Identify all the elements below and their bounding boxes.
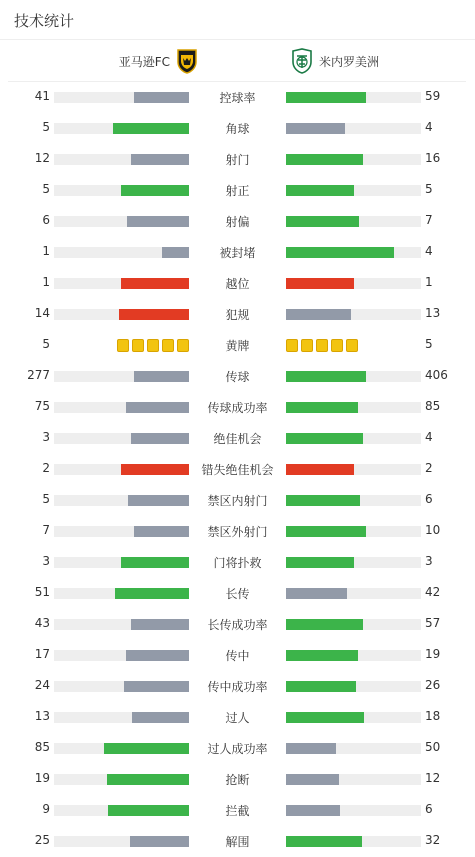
stat-row xyxy=(0,702,475,733)
home-stat-value: 17 xyxy=(34,647,50,661)
away-stat-bar xyxy=(286,402,358,413)
stat-row xyxy=(0,268,475,299)
home-stat-bar-track xyxy=(54,619,189,630)
home-stat-bar xyxy=(162,247,189,258)
stat-row xyxy=(0,237,475,268)
home-yellow-cards xyxy=(117,339,189,352)
home-stat-value: 13 xyxy=(34,709,50,723)
home-stat-bar xyxy=(134,526,189,537)
teams-bar xyxy=(8,40,466,82)
home-stat-bar xyxy=(121,557,189,568)
away-stat-bar-track xyxy=(286,774,421,785)
away-stat-bar xyxy=(286,805,340,816)
home-stat-bar xyxy=(119,309,189,320)
home-stat-bar xyxy=(131,619,189,630)
away-team[interactable] xyxy=(291,48,466,74)
away-stat-bar xyxy=(286,123,345,134)
away-stat-value: 19 xyxy=(425,647,441,661)
away-stat-bar-track xyxy=(286,557,421,568)
away-stat-bar xyxy=(286,526,366,537)
stat-row xyxy=(0,640,475,671)
stat-row xyxy=(0,733,475,764)
home-stat-value: 85 xyxy=(34,740,50,754)
away-stat-bar-track xyxy=(286,650,421,661)
away-stat-bar-track xyxy=(286,123,421,134)
home-stat-bar xyxy=(121,278,189,289)
stat-label: 解围 xyxy=(225,835,250,849)
home-stat-value: 5 xyxy=(42,182,50,196)
away-stat-value: 4 xyxy=(425,120,433,134)
away-stat-bar-track xyxy=(286,278,421,289)
away-stat-bar xyxy=(286,774,339,785)
stat-row xyxy=(0,609,475,640)
away-stat-bar xyxy=(286,712,364,723)
home-stat-value: 2 xyxy=(42,461,50,475)
home-stat-value: 24 xyxy=(34,678,50,692)
away-stat-bar xyxy=(286,464,354,475)
stat-row xyxy=(0,516,475,547)
home-stat-value: 1 xyxy=(42,244,50,258)
home-stat-value: 277 xyxy=(27,368,50,382)
away-stat-bar-track xyxy=(286,619,421,630)
away-stat-value: 12 xyxy=(425,771,441,785)
home-stat-value: 19 xyxy=(34,771,50,785)
stat-label: 门将扑救 xyxy=(213,556,262,570)
yellow-card-icon xyxy=(286,339,298,352)
stat-label: 绝佳机会 xyxy=(213,432,262,446)
stat-row xyxy=(0,764,475,795)
away-stat-bar xyxy=(286,278,354,289)
home-team-name: 亚马逊FC xyxy=(118,54,170,69)
home-stat-value: 43 xyxy=(34,616,50,630)
stat-row xyxy=(0,795,475,826)
stat-label: 拦截 xyxy=(225,804,250,818)
home-stat-bar-track xyxy=(54,650,189,661)
away-stat-bar-track xyxy=(286,464,421,475)
stats-header xyxy=(0,0,475,40)
home-stat-bar xyxy=(131,154,189,165)
home-team-logo-icon xyxy=(176,48,198,74)
stat-row xyxy=(0,82,475,113)
home-stat-value: 12 xyxy=(34,151,50,165)
away-stat-bar xyxy=(286,247,394,258)
home-stat-bar-track xyxy=(54,836,189,847)
away-team-name: 米内罗美洲 xyxy=(319,54,380,69)
away-stat-bar-track xyxy=(286,371,421,382)
home-stat-bar-track xyxy=(54,464,189,475)
away-stat-bar xyxy=(286,743,336,754)
home-stat-bar-track xyxy=(54,185,189,196)
home-stat-bar xyxy=(134,92,189,103)
away-stat-bar xyxy=(286,681,356,692)
stat-row xyxy=(0,485,475,516)
home-stat-value: 41 xyxy=(34,89,50,103)
away-stat-bar xyxy=(286,557,354,568)
stat-row xyxy=(0,144,475,175)
away-stat-bar xyxy=(286,650,358,661)
home-stat-bar xyxy=(126,650,189,661)
home-stat-value: 9 xyxy=(42,802,50,816)
away-stat-bar xyxy=(286,92,366,103)
home-stat-bar xyxy=(126,402,189,413)
home-stat-bar xyxy=(127,216,189,227)
away-stat-value: 1 xyxy=(425,275,433,289)
home-stat-bar xyxy=(128,495,189,506)
away-stat-value: 42 xyxy=(425,585,441,599)
stat-row xyxy=(0,826,475,857)
stat-label: 被封堵 xyxy=(219,246,256,260)
away-stat-bar-track xyxy=(286,588,421,599)
home-stat-value: 75 xyxy=(34,399,50,413)
away-stat-value: 2 xyxy=(425,461,433,475)
away-stat-bar-track xyxy=(286,154,421,165)
away-stat-bar-track xyxy=(286,805,421,816)
home-stat-value: 3 xyxy=(42,554,50,568)
home-stat-value: 7 xyxy=(42,523,50,537)
home-stat-bar-track xyxy=(54,247,189,258)
stat-label: 控球率 xyxy=(219,91,256,105)
home-stat-bar-track xyxy=(54,123,189,134)
home-stat-bar-track xyxy=(54,526,189,537)
home-stat-bar-track xyxy=(54,216,189,227)
home-stat-bar-track xyxy=(54,371,189,382)
away-stat-bar-track xyxy=(286,402,421,413)
home-team[interactable] xyxy=(8,48,198,74)
stat-label: 禁区内射门 xyxy=(207,494,268,508)
stat-label: 传球 xyxy=(225,370,250,384)
away-stat-bar-track xyxy=(286,712,421,723)
home-stat-bar xyxy=(104,743,189,754)
away-stat-value: 7 xyxy=(425,213,433,227)
away-stat-bar xyxy=(286,371,366,382)
home-stat-bar-track xyxy=(54,278,189,289)
stat-row xyxy=(0,392,475,423)
away-stat-bar xyxy=(286,836,362,847)
stat-label: 过人 xyxy=(225,711,250,725)
away-stat-bar xyxy=(286,433,363,444)
away-stat-bar-track xyxy=(286,526,421,537)
away-stat-bar xyxy=(286,588,347,599)
away-stat-value: 18 xyxy=(425,709,441,723)
home-stat-bar xyxy=(113,123,189,134)
stat-row xyxy=(0,175,475,206)
away-stat-value: 13 xyxy=(425,306,441,320)
away-team-logo-icon xyxy=(291,48,313,74)
away-stat-value: 59 xyxy=(425,89,441,103)
away-yellow-cards xyxy=(286,339,358,352)
away-stat-value: 57 xyxy=(425,616,441,630)
home-stat-bar xyxy=(121,185,189,196)
home-stat-bar xyxy=(108,805,189,816)
away-stat-bar xyxy=(286,154,363,165)
stat-label: 射正 xyxy=(225,184,250,198)
away-stat-value: 26 xyxy=(425,678,441,692)
stat-label: 过人成功率 xyxy=(207,742,268,756)
yellow-card-icon xyxy=(177,339,189,352)
home-stat-bar-track xyxy=(54,743,189,754)
away-stat-bar-track xyxy=(286,743,421,754)
stat-row xyxy=(0,361,475,392)
away-stat-bar xyxy=(286,216,359,227)
away-stat-value: 5 xyxy=(425,337,433,351)
home-stat-bar-track xyxy=(54,712,189,723)
away-stat-bar-track xyxy=(286,495,421,506)
yellow-card-icon xyxy=(316,339,328,352)
stat-label: 错失绝佳机会 xyxy=(201,463,274,477)
home-stat-bar xyxy=(130,836,189,847)
stat-row xyxy=(0,423,475,454)
stat-label: 传球成功率 xyxy=(207,401,268,415)
home-stat-bar xyxy=(107,774,189,785)
home-stat-bar-track xyxy=(54,154,189,165)
away-stat-value: 6 xyxy=(425,802,433,816)
stat-row xyxy=(0,330,475,361)
away-stat-bar-track xyxy=(286,216,421,227)
away-stat-value: 3 xyxy=(425,554,433,568)
home-stat-value: 5 xyxy=(42,120,50,134)
stat-label: 犯规 xyxy=(225,308,250,322)
away-stat-value: 6 xyxy=(425,492,433,506)
home-stat-bar-track xyxy=(54,495,189,506)
home-stat-value: 25 xyxy=(34,833,50,847)
away-stat-value: 32 xyxy=(425,833,441,847)
yellow-card-icon xyxy=(162,339,174,352)
home-stat-bar xyxy=(131,433,189,444)
stat-row xyxy=(0,547,475,578)
stat-row xyxy=(0,113,475,144)
away-stat-bar xyxy=(286,495,360,506)
stat-row xyxy=(0,578,475,609)
yellow-card-icon xyxy=(132,339,144,352)
home-stat-value: 3 xyxy=(42,430,50,444)
away-stat-value: 5 xyxy=(425,182,433,196)
away-stat-value: 16 xyxy=(425,151,441,165)
stat-label: 抢断 xyxy=(225,773,250,787)
stat-label: 长传 xyxy=(225,587,250,601)
away-stat-bar xyxy=(286,309,351,320)
home-stat-bar-track xyxy=(54,805,189,816)
home-stat-bar-track xyxy=(54,309,189,320)
stat-label: 射偏 xyxy=(225,215,250,229)
home-stat-bar xyxy=(115,588,189,599)
away-stat-value: 4 xyxy=(425,244,433,258)
home-stat-value: 5 xyxy=(42,492,50,506)
stat-label: 越位 xyxy=(225,277,250,291)
stat-label: 传中成功率 xyxy=(207,680,268,694)
away-stat-bar-track xyxy=(286,92,421,103)
away-stat-value: 4 xyxy=(425,430,433,444)
yellow-card-icon xyxy=(346,339,358,352)
home-stat-value: 6 xyxy=(42,213,50,227)
yellow-card-icon xyxy=(331,339,343,352)
home-stat-bar-track xyxy=(54,774,189,785)
away-stat-value: 406 xyxy=(425,368,448,382)
home-stat-bar-track xyxy=(54,557,189,568)
away-stat-value: 85 xyxy=(425,399,441,413)
yellow-card-icon xyxy=(117,339,129,352)
away-stat-bar-track xyxy=(286,247,421,258)
stat-label: 长传成功率 xyxy=(207,618,268,632)
away-stat-bar-track xyxy=(286,836,421,847)
away-stat-bar-track xyxy=(286,433,421,444)
home-stat-value: 14 xyxy=(34,306,50,320)
away-stat-bar xyxy=(286,619,363,630)
stat-row xyxy=(0,299,475,330)
home-stat-bar-track xyxy=(54,433,189,444)
home-stat-bar-track xyxy=(54,588,189,599)
stat-row xyxy=(0,671,475,702)
away-stat-bar-track xyxy=(286,681,421,692)
stat-label: 禁区外射门 xyxy=(207,525,268,539)
yellow-card-icon xyxy=(301,339,313,352)
home-stat-bar-track xyxy=(54,681,189,692)
stat-label: 黄牌 xyxy=(225,339,250,353)
away-stat-value: 50 xyxy=(425,740,441,754)
home-stat-bar xyxy=(132,712,189,723)
home-stat-bar xyxy=(134,371,189,382)
stat-label: 射门 xyxy=(225,153,250,167)
stat-label: 角球 xyxy=(225,122,250,136)
yellow-card-icon xyxy=(147,339,159,352)
away-stat-bar xyxy=(286,185,354,196)
home-stat-value: 1 xyxy=(42,275,50,289)
stat-row xyxy=(0,454,475,485)
home-stat-bar xyxy=(121,464,189,475)
away-stat-value: 10 xyxy=(425,523,441,537)
home-stat-bar xyxy=(124,681,189,692)
away-stat-bar-track xyxy=(286,185,421,196)
page-title: 技术统计 xyxy=(14,12,75,30)
stat-label: 传中 xyxy=(225,649,250,663)
away-stat-bar-track xyxy=(286,309,421,320)
home-stat-bar-track xyxy=(54,92,189,103)
home-stat-value: 51 xyxy=(34,585,50,599)
home-stat-value: 5 xyxy=(42,337,50,351)
home-stat-bar-track xyxy=(54,402,189,413)
stat-row xyxy=(0,206,475,237)
